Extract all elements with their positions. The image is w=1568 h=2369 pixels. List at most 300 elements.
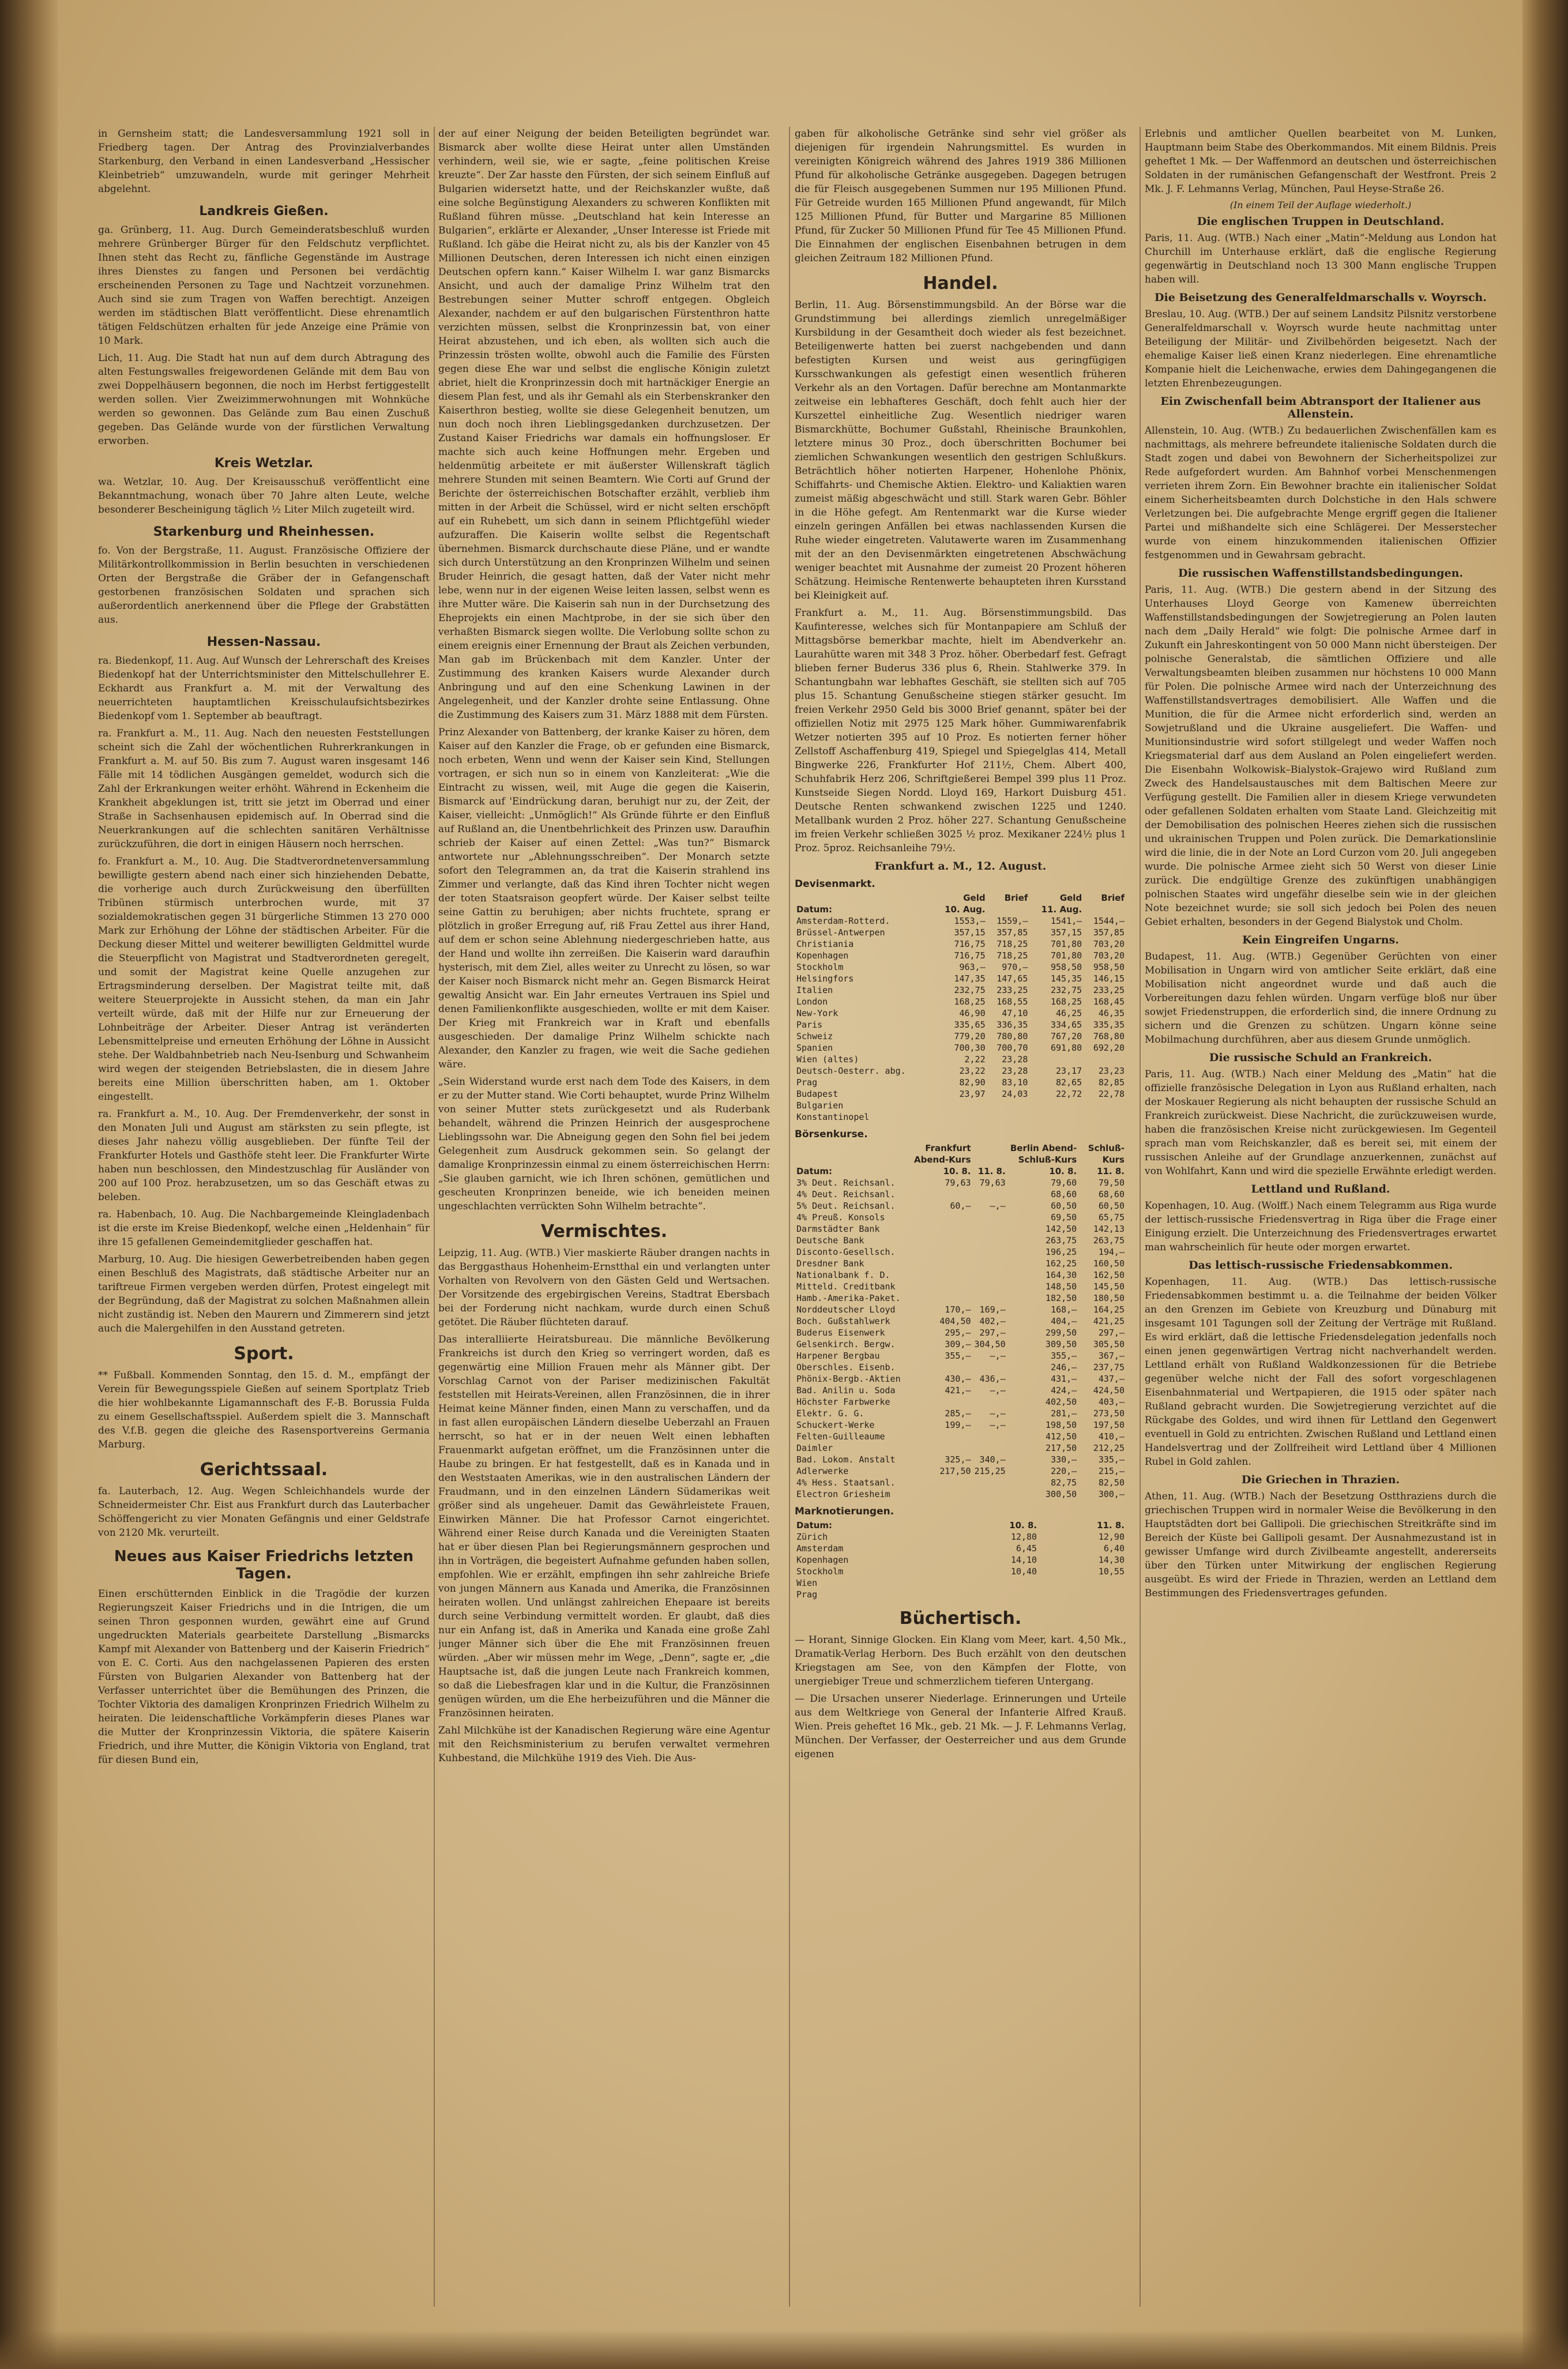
value-cell: 305,50 [1093, 1339, 1125, 1349]
value-cell [973, 1442, 1007, 1454]
article-paragraph: Kopenhagen, 10. Aug. (Wolff.) Nach einem Telegramm aus Riga wurde der lettisch-russische Friedensvertrag in Riga über die Frage einer Einigung erzielt. Die Unterzeichnung des Friedensvertrages erwartet man wahrscheinlich für heute oder morgen erwartet. [1145, 1200, 1496, 1253]
value-cell: 60,– [950, 1201, 971, 1211]
section-heading: Die russische Schuld an Frankreich. [1209, 1051, 1432, 1064]
row-label-cell: 3% Deut. Reichsanl. [796, 1178, 896, 1188]
section-heading: Landkreis Gießen. [199, 204, 329, 219]
value-cell: 768,80 [1093, 1031, 1125, 1041]
value-cell: 263,75 [1046, 1235, 1077, 1246]
value-cell [973, 1396, 1007, 1408]
value-cell: 410,– [1098, 1431, 1125, 1442]
section-heading: Vermischtes. [540, 1221, 668, 1242]
article-paragraph: fo. Von der Bergstraße, 11. August. Französische Offiziere der Militärkontrollkommission in Berlin besuchten in verschiedenen Orten der Bergstraße die Gräber der in Gefangenschaft gestorbenen französischen Soldaten und sprachen sich außerordentlich anerkennend über die Pflege der Grabstätten aus. [98, 545, 430, 626]
table-header-cell: Datum: [796, 1520, 833, 1531]
value-cell: 69,50 [1051, 1212, 1077, 1223]
value-cell: 23,23 [1098, 1066, 1125, 1076]
value-cell: 170,– [945, 1304, 971, 1315]
value-cell: 46,90 [959, 1008, 986, 1018]
value-cell: 703,20 [1093, 939, 1125, 949]
table-header-cell: 10. 8. [1009, 1520, 1037, 1531]
value-cell [903, 1246, 973, 1258]
value-cell: 60,50 [1098, 1201, 1125, 1211]
row-label-cell: Spanien [796, 1043, 833, 1053]
table-row [795, 1554, 1126, 1566]
table-row [795, 1007, 1126, 1019]
value-cell: 958,50 [1093, 962, 1125, 972]
value-cell: –,– [990, 1408, 1006, 1419]
value-cell: 402,50 [1046, 1397, 1077, 1407]
table-row [795, 1431, 1126, 1442]
table-row [795, 1258, 1126, 1269]
table-row [795, 1292, 1126, 1304]
table-row [795, 1373, 1126, 1385]
table-date-row [795, 1520, 1126, 1531]
article-paragraph: ra. Frankfurt a. M., 11. Aug. Nach den neuesten Feststellungen scheint sich die Zahl der wöchentlichen Ruhrerkrankungen in Frankfurt a. M. auf 50. Bis zum 7. August waren insgesamt 146 Fälle mit 14 tödlichen Ausgängen gemeldet, wodurch sich die Zahl der Erkrankungen weiter erhöht. Während in Eckenheim die Krankheit abgeklungen ist, tritt sie jetzt im Oberrad und einer Straße in Sachsenhausen epidemisch auf. In Oberrad sind die Neuerkrankungen auf die schlechten sanitären Verhältnisse zurückzuführen, die dort in einigen Häusern noch herrschen. [98, 728, 430, 850]
value-cell: 767,20 [1051, 1031, 1082, 1041]
value-cell: 215,25 [974, 1466, 1006, 1476]
value-cell: 297,– [1098, 1328, 1125, 1338]
table-row [795, 1077, 1126, 1088]
value-cell: 198,50 [1046, 1420, 1077, 1430]
devisen-title: Devisenmarkt. [795, 878, 875, 890]
column-3 [795, 127, 1126, 2318]
table-row [795, 1419, 1126, 1431]
section-heading: Ein Zwischenfall beim Abtransport der Italiener aus Allenstein. [1160, 395, 1481, 420]
value-cell [933, 1100, 987, 1111]
value-cell: 82,75 [1051, 1477, 1077, 1488]
value-cell: 22,72 [1056, 1089, 1082, 1099]
table-row [795, 1235, 1126, 1246]
section-buechertisch [795, 1608, 1126, 1761]
table-header-cell: Brief [1101, 893, 1125, 903]
table-row [795, 1304, 1126, 1315]
section-heading: Sport. [234, 1344, 294, 1364]
value-cell [973, 1292, 1007, 1304]
boerse-title: Börsenkurse. [795, 1129, 868, 1140]
table-row [795, 1589, 1126, 1600]
value-cell: 197,50 [1093, 1420, 1125, 1430]
value-cell: 47,10 [1002, 1008, 1028, 1018]
value-cell [903, 1281, 973, 1292]
row-label-cell: Konstantinopel [796, 1112, 870, 1122]
value-cell [951, 1577, 1039, 1589]
value-cell: 431,– [1051, 1374, 1077, 1384]
row-label-cell: 4% Deut. Reichsanl. [796, 1189, 896, 1199]
table-row [795, 1385, 1126, 1396]
table-row [795, 1442, 1126, 1454]
article-paragraph: — Horant, Sinnige Glocken. Ein Klang vom Meer, kart. 4,50 Mk., Dramatik-Verlag Herborn. Des Buch erzählt von den deutschen Kriegstagen am See, von den Kämpfen der Flotte, von unergiebiger Treue und schmerzlichem tieferen Untergang. [795, 1634, 1126, 1687]
table-row [795, 1019, 1126, 1031]
row-label-cell: Norddeutscher Lloyd [796, 1304, 896, 1315]
value-cell: 237,75 [1093, 1362, 1125, 1372]
table-header-cell [795, 892, 933, 904]
value-cell [903, 1212, 973, 1223]
row-label-cell: Christiania [796, 939, 854, 949]
book-spine-edge [1522, 0, 1568, 2369]
column-rule [1140, 127, 1141, 2307]
value-cell: 68,60 [1051, 1189, 1077, 1199]
value-cell: 779,20 [954, 1031, 986, 1041]
table-header-cell: Brief [1004, 893, 1028, 903]
column-4 [1145, 127, 1496, 2318]
value-cell: 335,65 [954, 1020, 986, 1030]
value-cell: 335,35 [1093, 1020, 1125, 1030]
section-landkreis-giessen [98, 204, 430, 448]
value-cell: 357,85 [997, 927, 1028, 938]
value-cell: 355,– [945, 1351, 971, 1361]
value-cell: 145,50 [1093, 1281, 1125, 1292]
value-cell: 716,75 [954, 939, 986, 949]
section-vermischtes [438, 1221, 770, 1765]
row-label-cell: Wien [796, 1578, 818, 1588]
value-cell [951, 1589, 1039, 1600]
value-cell: 142,50 [1046, 1224, 1077, 1234]
value-cell: 691,80 [1051, 1043, 1082, 1053]
article-paragraph: in Gernsheim statt; die Landesversammlung 1921 soll in Friedberg tagen. Der Antrag des Provinzialverbandes Starkenburg, den Verband in einen Landesverband „Hessischer Kleinbetrieb“ umzuwandeln, wurde mit geringer Mehrheit abgelehnt. [98, 128, 430, 195]
value-cell: 24,03 [1002, 1089, 1028, 1099]
table-row [795, 1054, 1126, 1065]
value-cell: 436,– [979, 1374, 1006, 1384]
row-label-cell: Boch. Gußstahlwerk [796, 1316, 890, 1326]
value-cell [903, 1488, 973, 1500]
value-cell [903, 1431, 973, 1442]
article-paragraph: fo. Frankfurt a. M., 10. Aug. Die Stadtverordnetenversammlung bewilligte gestern abend nach einer sich hinziehenden Debatte, die vorherige auch durch Zurückweisung den überfüllten Tribünen stürmisch unterbrochen wurde, mit 37 sozialdemokratischen gegen 31 bürgerliche Stimmen 13 270 000 Mark zur Erhöhung der Löhne der städtischen Arbeiter. Für die Deckung dieser Mittel und weiterer bewilligten Geldmittel wurde die Steuerpflicht von Magistrat und Stadtverordneten geregelt, und somit der Magistrat keine Quelle anzugehen zur Ertragsminderung derselben. Der Magistrat teilte mit, daß weitere Steuerprojekte in Aussicht stehen, da man ein Jahr verteilt würde, daß mit der Hilfe nur zur Erneuerung der Lohnbeiträge der Arbeiter. Dieser Antrag ist veränderten Lebensmittelpreise und erneuten Erhöhung der Löhne in Aussicht stehe. Der Waldbahnbetrieb nach Neu-Isenburg und Schwanheim wird wegen der steigenden Betriebslasten, die in diesem Jahre bereits eine Million überschritten haben, am 1. Oktober eingestellt. [98, 856, 430, 1103]
section-heading: Neues aus Kaiser Friedrichs letzten Tagen. [114, 1548, 414, 1582]
value-cell [1039, 1589, 1126, 1600]
value-cell: 300,50 [1046, 1489, 1077, 1499]
table-row [795, 996, 1126, 1007]
table-header-cell: Berlin Abend-Schluß-Kurs [1010, 1143, 1077, 1165]
value-cell: 79,60 [1051, 1178, 1077, 1188]
value-cell: 273,50 [1093, 1408, 1125, 1419]
value-cell [903, 1396, 973, 1408]
value-cell [903, 1442, 973, 1454]
row-label-cell: Bad. Anilin u. Soda [796, 1385, 896, 1396]
value-cell [903, 1235, 973, 1246]
value-cell: 164,30 [1046, 1270, 1077, 1280]
value-cell: 194,– [1098, 1247, 1125, 1257]
table-row [795, 1111, 1126, 1123]
row-label-cell: Nationalbank f. D. [796, 1270, 890, 1280]
value-cell: 246,– [1051, 1362, 1077, 1372]
article-paragraph: Lich, 11. Aug. Die Stadt hat nun auf dem durch Abtragung des alten Festungswalles freigewordenen Gelände mit dem Bau von zwei Doppelhäusern begonnen, die noch im Herbst fertiggestellt werden sollen. Vier Zweizimmerwohnungen mit Wohnküche werden so gewonnen. Das Gelände zum Bau einen Zuschuß gegeben. Das Gelände wurde von der fürstlichen Verwaltung erworben. [98, 352, 430, 447]
table-row [795, 1531, 1126, 1543]
value-cell: 430,– [945, 1374, 971, 1384]
value-cell: 403,– [1098, 1397, 1125, 1407]
value-cell [973, 1189, 1007, 1200]
table-row [795, 1338, 1126, 1350]
value-cell: 701,80 [1051, 939, 1082, 949]
article-paragraph: ra. Frankfurt a. M., 10. Aug. Der Fremdenverkehr, der sonst in den Monaten Juli und August am stärksten zu sein pflegte, ist dieses Jahr nahezu völlig ausgeblieben. Der fünfte Teil der Frankfurter Hotels und Gasthöfe steht leer. Die Frankfurter Wirte haben nun beschlossen, den Mindestzuschlag für Ausländer von 200 auf 100 Proz. herabzusetzen, um so das Geschäft etwas zu beleben. [98, 1108, 430, 1203]
value-cell: 164,25 [1093, 1304, 1125, 1315]
section-lettland-russland [1145, 1183, 1496, 1254]
row-label-cell: Darmstädter Bank [796, 1224, 880, 1234]
table-row [795, 1269, 1126, 1281]
table-header-cell [987, 904, 1030, 915]
value-cell: 23,17 [1056, 1066, 1082, 1076]
value-cell [1084, 1111, 1126, 1123]
value-cell: 402,– [979, 1316, 1006, 1326]
row-label-cell: Dresdner Bank [796, 1258, 864, 1269]
value-cell: 46,25 [1056, 1008, 1082, 1018]
value-cell [1029, 1054, 1084, 1065]
value-cell: 336,35 [997, 1020, 1028, 1030]
value-cell [1084, 1054, 1126, 1065]
table-row [795, 1315, 1126, 1327]
section-heading: Handel. [923, 273, 998, 294]
value-cell: 367,– [1098, 1351, 1125, 1361]
table-header-cell: Datum: [796, 1166, 833, 1176]
table-row [795, 1454, 1126, 1465]
table-row [795, 973, 1126, 984]
section-heading: Hessen-Nassau. [206, 635, 321, 649]
value-cell: 1544,– [1093, 916, 1125, 926]
table-row [795, 1246, 1126, 1258]
section-gerichtssaal [98, 1460, 430, 1540]
value-cell [973, 1431, 1007, 1442]
row-label-cell: Kopenhagen [796, 1555, 849, 1565]
article-paragraph: Paris, 11. Aug. (WTB.) Nach einer Meldung des „Matin“ hat die offizielle französische Delegation in Lyon aus Rußland erhalten, nach der Moskauer Regierung als nicht behaupten der russische Schuld an Frankreich zurückweist. Diese Nachricht, die zurückzuweisen wurde, haben die französischen Kreise nicht zurückgewiesen. Im Gegenteil sprach man vom Reichskanzler, daß es bereit sei, mit einem der russischen Anleihe auf der Grundlage anzuerkennen, zunächst auf von Wohlfahrt, Kann und wird die spezielle Erwähnte erledigt werden. [1145, 1069, 1496, 1177]
article-paragraph: Paris, 11. Aug. (WTB.) Nach einer „Matin“-Meldung aus London hat Churchill im Unterhause erklärt, daß die englische Regierung gegenwärtig in Deutschland noch 13 300 Mann englische Truppen haben will. [1145, 232, 1496, 285]
row-label-cell: Elektr. G. G. [796, 1408, 864, 1419]
row-label-cell: Wien (altes) [796, 1054, 859, 1065]
table-header-row [795, 892, 1126, 904]
row-label-cell: London [796, 997, 828, 1007]
value-cell [987, 1100, 1030, 1111]
value-cell [973, 1235, 1007, 1246]
table-row [795, 1577, 1126, 1589]
table-row [795, 1177, 1126, 1189]
row-label-cell: Phönix-Bergb.-Aktien [796, 1374, 901, 1384]
value-cell [973, 1246, 1007, 1258]
table-row [795, 1223, 1126, 1235]
row-label-cell: Buderus Eisenwerk [796, 1328, 885, 1338]
value-cell: 701,80 [1051, 950, 1082, 961]
row-label-cell: Deutsch-Oesterr. abg. [796, 1066, 906, 1076]
column-1 [98, 127, 430, 2318]
value-cell: 700,70 [997, 1043, 1028, 1053]
row-label-cell: Budapest [796, 1089, 838, 1099]
value-cell: 160,50 [1093, 1258, 1125, 1269]
table-row [795, 1189, 1126, 1200]
section-heading: Starkenburg und Rheinhessen. [153, 525, 375, 539]
table-header-cell: 11. Aug. [1041, 904, 1082, 915]
value-cell: 309,– [945, 1339, 971, 1349]
value-cell: 970,– [1002, 962, 1028, 972]
value-cell: 60,50 [1051, 1201, 1077, 1211]
marks-body [795, 1531, 1126, 1600]
table-header-cell: 10. 8. [1049, 1166, 1077, 1176]
value-cell: 700,30 [954, 1043, 986, 1053]
row-label-cell: Höchster Farbwerke [796, 1397, 890, 1407]
section-handel [795, 273, 1126, 855]
table-row [795, 961, 1126, 973]
table-header-cell: Datum: [796, 904, 833, 915]
value-cell: 963,– [959, 962, 986, 972]
row-label-cell: Oberschles. Eisenb. [796, 1362, 896, 1372]
row-label-cell: Italien [796, 985, 833, 995]
value-cell: 14,30 [1098, 1555, 1125, 1565]
value-cell: 309,50 [1046, 1339, 1077, 1349]
table-header-cell: Schluß-Kurs [1088, 1143, 1125, 1165]
value-cell [973, 1212, 1007, 1223]
marks-title: Marknotierungen. [795, 1506, 894, 1517]
value-cell: 142,13 [1093, 1224, 1125, 1234]
column-2 [438, 127, 770, 2318]
value-cell: 716,75 [954, 950, 986, 961]
value-cell [933, 1111, 987, 1123]
value-cell: 82,90 [959, 1077, 986, 1088]
value-cell: –,– [990, 1351, 1006, 1361]
value-cell: 325,– [945, 1454, 971, 1465]
table-header-cell [1084, 904, 1126, 915]
value-cell: 46,35 [1098, 1008, 1125, 1018]
value-cell: 182,50 [1046, 1293, 1077, 1303]
row-label-cell: Zürich [796, 1532, 828, 1542]
value-cell: 424,– [1051, 1385, 1077, 1396]
value-cell: 12,90 [1098, 1532, 1125, 1542]
value-cell [1029, 1111, 1084, 1123]
section-waffenstillstand [1145, 567, 1496, 929]
article-paragraph: Athen, 11. Aug. (WTB.) Nach der Besetzung Ostthraziens durch die griechischen Truppen wird in normaler Weise die Bevölkerung in den Hauptstädten dort bei Gallipoli. Die griechischen Streitkräfte sind im Bereich der Küste bei Gallipoli gesamt. Der Ausnahmezustand ist in gewisser Umfange wird durch Zivilbeamte angestellt, andererseits über den Türken unter Mitwirkung der englischen Regierung ausgeübt. Es wird der Friede in Thrazien, werden an Lettland dem Bestimmungen des Friedensvertrages gefunden. [1145, 1491, 1496, 1599]
article-paragraph: ** Fußball. Kommenden Sonntag, den 15. d. M., empfängt der Verein für Bewegungsspiele Gießen auf seinem Sportplatz Trieb die hier wohlbekannte Ligamannschaft des F.-B. Borussia Fulda zu einem Gesellschaftsspiel. Außerdem spielt die 3. Mannschaft des V.f.B. gegen die gleiche des Rasensportvereins Germania Marburg. [98, 1370, 430, 1450]
article-paragraph: Erlebnis und amtlicher Quellen bearbeitet von M. Lunken, Hauptmann beim Stabe des Oberkommandos. Mit einem Bildnis. Preis geheftet 1 Mk. — Der Waffenmord an deutschen und österreichischen Soldaten in der rumänischen Gefangenschaft der Westfront. Preis 2 Mk. J. F. Lehmanns Verlag, München, Paul Heyse-Straße 26. [1145, 128, 1496, 195]
value-cell: 334,65 [1051, 1020, 1082, 1030]
value-cell: 340,– [979, 1454, 1006, 1465]
value-cell: 718,25 [997, 950, 1028, 961]
table-date-row [795, 1165, 1126, 1177]
value-cell [903, 1269, 973, 1281]
row-label-cell: Bulgarien [796, 1100, 844, 1111]
value-cell: 162,25 [1046, 1258, 1077, 1269]
value-cell: 23,28 [1002, 1066, 1028, 1076]
article-paragraph: Berlin, 11. Aug. Börsenstimmungsbild. An der Börse war die Grundstimmung bei allerdings ziemlich unregelmäßiger Kursbildung in der Gesamtheit doch wieder als fest bezeichnet. Beteiligenwerte hatten bei zuerst nachgebenden und dann befestigten Kursen und weist aus geringfügigen Kursschwankungen als gefestigt einen wesentlich früheren Verkehr als an den Vortagen. Dafür berechne am Montanmarkte zeitweise ein lebhafteres Geschäft, doch fehlt auch hier der Kurszettel einheitliche Zug. Wesentlich niedriger waren Bismarckhütte, Bochumer Gußstahl, Rheinische Braunkohlen, letztere minus 30 Proz., doch überschritten Bochumer bei ziemlichen Schwankungen wesentlich den gestrigen Schlußkurs. Beträchtlich höher notierten Harpener, Hohenlohe Phönix, Schiffahrts- und Chemische Aktien. Elektro- und Kaliaktien waren zumeist mäßig abgeschwächt und still. Stark waren Gebr. Böhler in die Höhe gefegt. Am Rentenmarkt war die Kurse wieder einzeln geringen Anfällen bei etwas nachlassenden Kursen die Ruhe wieder eingetreten. Valutawerte waren im Zusammenhang mit der an den Devisenmärkten eingetretenen Abschwächung weniger beachtet mit Ausnahme der zumeist 20 Prozent höheren Schätzung. Heimische Rentenwerte behaupteten ihren Kursstand bei Kleinigkeit auf. [795, 299, 1126, 601]
row-label-cell: 4% Hess. Staatsanl. [796, 1477, 896, 1488]
devisen-dateline: Frankfurt a. M., 12. August. [874, 860, 1047, 873]
value-cell: 357,85 [1093, 927, 1125, 938]
value-cell: 23,28 [1002, 1054, 1028, 1065]
value-cell: 82,50 [1098, 1477, 1125, 1488]
value-cell: 168,– [1051, 1304, 1077, 1315]
devisen-body [795, 915, 1126, 1123]
boerse-body [795, 1177, 1126, 1500]
value-cell: 404,50 [939, 1316, 971, 1326]
value-cell: 2,22 [964, 1054, 986, 1065]
table-row [795, 1543, 1126, 1554]
table-row [795, 1281, 1126, 1292]
value-cell [973, 1269, 1007, 1281]
marks-block [795, 1506, 1126, 1600]
table-row [795, 1065, 1126, 1077]
value-cell: 147,35 [954, 973, 986, 984]
table-row [795, 1100, 1126, 1111]
value-cell: 162,50 [1093, 1270, 1125, 1280]
value-cell: 692,20 [1093, 1043, 1125, 1053]
value-cell [903, 1223, 973, 1235]
value-cell: 217,50 [1046, 1443, 1077, 1453]
section-hessen-nassau [98, 635, 430, 1336]
row-label-cell: New-York [796, 1008, 838, 1018]
article-paragraph: Budapest, 11. Aug. (WTB.) Gegenüber Gerüchten von einer Mobilisation in Ungarn wird von amtlicher Seite erklärt, daß eine Mobilisation nicht angeordnet wurde und daß auch die Vorbereitungen dazu fehlen würden. Ungarn verfüge bloß nur über sowjet Friedenstruppen, die erforderlich sind, die innere Ordnung zu sichern und die Grenzen zu schützen. Ungarn könne seine Mobilmachung durchführen, aber aus diesem Grunde unmöglich. [1145, 951, 1496, 1046]
page-bottom-edge [0, 2330, 1568, 2369]
value-cell [903, 1477, 973, 1488]
value-cell: 232,75 [1051, 985, 1082, 995]
value-cell: 1559,– [997, 916, 1028, 926]
article-paragraph: gaben für alkoholische Getränke sind sehr viel größer als diejenigen für irgendein Nahrungsmittel. Es wurden in vereinigten Königreich während des Jahres 1919 386 Millionen Pfund für alkoholische Getränke ausgegeben. Dagegen betrugen die für Fleisch ausgegebenen Summen nur 195 Millionen Pfund. Für Getreide wurden 165 Millionen Pfund angewandt, für Milch 125 Millionen Pfund, für Butter und Margarine 85 Millionen Pfund, für Zucker 50 Millionen Pfund für Tee 45 Millionen Pfund. Die Einnahmen der englischen Eisenbahnen betrugen in dem gleichen Zeitraum 182 Millionen Pfund. [795, 128, 1126, 264]
value-cell: 233,25 [1093, 985, 1125, 995]
section-heading: Die englischen Truppen in Deutschland. [1197, 215, 1445, 228]
value-cell: 168,25 [1051, 997, 1082, 1007]
table-row [795, 1327, 1126, 1338]
value-cell: 10,40 [1010, 1566, 1037, 1577]
table-date-row [795, 904, 1126, 915]
row-label-cell: Disconto-Gesellsch. [796, 1247, 896, 1257]
boerse-table [795, 1142, 1126, 1500]
value-cell [903, 1362, 973, 1373]
value-cell [903, 1189, 973, 1200]
value-cell: 83,10 [1002, 1077, 1028, 1088]
value-cell: 281,– [1051, 1408, 1077, 1419]
row-label-cell: Mitteld. Creditbank [796, 1281, 896, 1292]
value-cell: 169,– [979, 1304, 1006, 1315]
table-row [795, 915, 1126, 927]
value-cell: 404,– [1051, 1316, 1077, 1326]
value-cell: 180,50 [1093, 1293, 1125, 1303]
article-paragraph: ra. Biedenkopf, 11. Aug. Auf Wunsch der Lehrerschaft des Kreises Biedenkopf hat der Unterrichtsminister den Mittelschullehrer E. Eckhardt aus Frankfurt a. M. mit der Verwaltung des neuerrichteten hauptamtlichen Kreisschulaufsichtsbezirkes Biedenkopf vom 1. September ab beauftragt. [98, 655, 430, 722]
column-rule [789, 127, 790, 2307]
section-thrazien [1145, 1473, 1496, 1600]
value-cell [1084, 1100, 1126, 1111]
value-cell: 168,25 [954, 997, 986, 1007]
table-row [795, 950, 1126, 961]
article-paragraph: Frankfurt a. M., 11. Aug. Börsenstimmungsbild. Das Kaufinteresse, welches sich für Montanpapiere am Schluß der Mittagsbörse bemerkbar machte, hielt im Abendverkehr an. Laurahütte waren mit 348 3 Proz. höher. Oberbedarf fest. Gefragt blieben ferner Buderus 336 plus 6, Rhein. Stahlwerke 379. In Schantungbahn war lebhaftes Geschäft, sie stellten sich auf 705 plus 15. Schantung Genußscheine stiegen stärker gesucht. Im freien Verkehr 2950 Geld bis 3000 Brief genannt, später bei der offiziellen Notiz mit 2975 125 Mark höher. Gummiwarenfabrik Wetzer notierten 395 auf 10 Proz. Es notierten ferner höher Zellstoff Aschaffenburg 419, Spiegel und Spiegelglas 414, Metall Bingwerke 226, Frankfurter Hof 211½, Chem. Albert 400, Schuhfabrik Herz 206, Schriftgießerei Bempel 399 plus 11 Proz. Kunstseide Siegen Nordd. Lloyd 169, Harkort Duisburg 451. Deutsche Renten schwankend zwischen 1225 und 1240. Metallbank wurden 2 Proz. höher 227. Schantung Genußscheine im freien Verkehr schließen 3025 ½ proz. Mexikaner 224½ plus 1 Proz. 5proz. Reichsanleihe 79½. [795, 607, 1126, 854]
table-row [795, 984, 1126, 996]
value-cell: 79,63 [945, 1178, 971, 1188]
value-cell: 22,78 [1098, 1089, 1125, 1099]
value-cell: 1541,– [1051, 916, 1082, 926]
section-heading: Die Beisetzung des Generalfeldmarschalls v. Woyrsch. [1155, 291, 1487, 304]
value-cell: 82,65 [1056, 1077, 1082, 1088]
value-cell: 355,– [1051, 1351, 1077, 1361]
article-paragraph: ga. Grünberg, 11. Aug. Durch Gemeinderatsbeschluß wurden mehrere Grünberger Bürger für den Feldschutz verpflichtet. Ihnen steht das Recht zu, fänfliche Gegenstände im Austrage ihres Dienstes zu fangen und Personen bei verdächtig erscheinenden Personen zu Tage und Nachtzeit vorzunehmen. Auch sind sie zum Tragen von Waffen berechtigt. Anzeigen werden im städtischen Blatt veröffentlicht. Diese ehrenamtlich tätigen Feldschützen erhalten für jede Anzeige eine Prämie von 10 Mark. [98, 224, 430, 347]
table-header-cell [973, 1142, 1007, 1165]
marks-table [795, 1520, 1126, 1600]
value-cell: 263,75 [1093, 1235, 1125, 1246]
value-cell: 79,63 [979, 1178, 1006, 1188]
section-friedensabkommen [1145, 1259, 1496, 1469]
table-header-cell: 10. Aug. [945, 904, 986, 915]
table-header-cell: Geld [963, 893, 986, 903]
row-label-cell: Electron Griesheim [796, 1489, 890, 1499]
table-header-cell: 11. 8. [1097, 1520, 1125, 1531]
row-label-cell: Kopenhagen [796, 950, 849, 961]
value-cell: 168,55 [997, 997, 1028, 1007]
table-header-cell: 10. 8. [943, 1166, 971, 1176]
article-paragraph: Prinz Alexander von Battenberg, der kranke Kaiser zu hören, dem Kaiser auf den Kanzler die Frage, ob er gefunden eine Bismarck, noch erbeten, Wenn und wenn der Kaiser sein Kind, Stellungen vortragen, er sich nun so in einem von Kanzleiterat: „Wie die Eintracht zu wissen, weil, mit Auge die gegen die Kaiserin, Bismarck auf 'Eindrückung daran, beruhigt nur zu, der Zeit, der Kaiser, vielleicht: „Unmöglich!“ Als Gründe führte er den Einfluß auf Rußland an, die Unentbehrlichkeit des Prinzen usw. Daraufhin schrieb der Kaiser auf einen Zettel: „Was tun?“ Bismarck antwortete nur „Ablehnungsschreiben“. Der Monarch setzte sofort den Telegrammen an, da trat die Kaiserin strahlend ins Zimmer und verlangte, daß das Kind ihren Tochter nicht wegen der toten Staatsraison geopfert würde. Der Kaiser selbst teilte seine Gattin zu beruhigen; aber nichts fruchtete, sprang er plötzlich in großer Erregung auf, riß Frau Zettel aus ihrer Hand, auf dem er schon seine Ablehnung niedergeschrieben hatte, aus der Hand und wollte ihn zerreißen. Die Kaiserin ward daraufhin hysterisch, mit dem Ziel, alles weiter zu Unrecht zu lösen, so war der Kaiser noch Bismarck nicht mehr an. Gegen Bismarck Heirat gewaltig Ansicht war. Ein Jahr erneutes Vertrauen ins Spiel und denen Familienkonflikte ausgeschieden, wollte er mit dem Kaiser. Der Krieg mit Frankreich war in Kraft und ebenfalls ausgeschieden. Der damalige Prinz Wilhelm schickte nach Alexander, den Kanzler zu fragen, wie weit die Sache gediehen wäre. [438, 727, 770, 1070]
value-cell [987, 1111, 1030, 1123]
table-row [795, 1488, 1126, 1500]
section-heading: Gerichtssaal. [200, 1460, 328, 1480]
article-paragraph: wa. Wetzlar, 10. Aug. Der Kreisausschuß veröffentlicht eine Bekanntmachung, wonach über 70 Jahre alten Leute, welche besonderer Bescheinigung täglich ½ Liter Milch zugeteilt wird. [98, 476, 430, 516]
article-paragraph: Einen erschütternden Einblick in die Tragödie der kurzen Regierungszeit Kaiser Friedrichs und in die Intrigen, die um seinen Thron gesponnen wurden, gewährt eine auf Grund ungedruckten Materials gearbeitete Darstellung „Bismarcks Kampf mit Alexander von Battenberg und der Kaiserin Friedrich“ von E. C. Corti. Aus den nachgelassenen Papieren des ersten Fürsten von Bulgarien Alexander von Battenberg hat der Verfasser unterrichtet über die Bemühungen des Prinzen, die Tochter Viktoria des damaligen Kronprinzen Friedrich Wilhelm zu heiraten. Die leidenschaftliche Vorkämpferin dieses Planes war die Mutter der Kronprinzessin Viktoria, die spätere Kaiserin Friedrich, und ihre Mutter, die Königin Viktoria von England, trat für diesen Bund ein, [98, 1588, 430, 1766]
table-row [795, 1362, 1126, 1373]
row-label-cell: 5% Deut. Reichsanl. [796, 1201, 896, 1211]
value-cell [973, 1281, 1007, 1292]
value-cell: 295,– [945, 1328, 971, 1338]
value-cell: –,– [990, 1201, 1006, 1211]
article-paragraph: Das interalliierte Heiratsbureau. Die männliche Bevölkerung Frankreichs ist durch den Krieg so verringert worden, daß es gegenwärtig eine Million Frauen mehr als Männer gibt. Der Vorschlag Carnot von der Pariser medizinischen Fakultät feststellen mit Heirats-Vereinen, allen Französinnen, die in ihrer Heimat keine Männer finden, einen Mann zu verschaffen, und da in fast allen europäischen Ländern dieselbe Ueberzahl an Frauen herrscht, so hat er in der neuen Welt einen lebhaften Frauenmarkt aufgetan eröffnet, um die Französinnen unter die Haube zu bringen. Er hat festgestellt, daß es in Kanada und in den Weststaaten Amerikas, wie in den australischen Ländern der Fraudmann, und in den einzelnen Ländern Südamerikas weit größer sind als ungeheuer. Damit das Gewährleistete Frauen, Einwirken Männer. Die hat Professor Carnot eingerichtet. Während einer Reise durch Kanada und die Vereinigten Staaten hat er über diesen Plan bei Regierungsmännern gesprochen und ihn in Vorträgen, die begeistert Aufnahme gefunden haben sollen, empfohlen. Wie er erzählt, empfingen ihn sehr zahlreiche Briefe von jungen Männern aus Kanada und Amerika, die Französinnen heiraten wollen. Und unlängst zahlreichen Ehepaare ist bereits durch seine Verbindung vermittelt worden. Er glaubt, daß dies nur ein Anfang ist, daß in Amerika und Kanada eine große Zahl junger Männer sich über die Ehe mit Französinnen freuen würden. „Aber wir müssen mehr im Wege, „Denn“, sagte er, „die Hauptsache ist, daß die jungen Leute nach Frankreich kommen, so daß die Liebesfragen klar und in die Kultur, die Französinnen genügen würden, um die Ehe herbeizuführen und die Männer die Französinnen heiraten. [438, 1334, 770, 1719]
table-row [795, 1477, 1126, 1488]
value-cell: 168,45 [1093, 997, 1125, 1007]
